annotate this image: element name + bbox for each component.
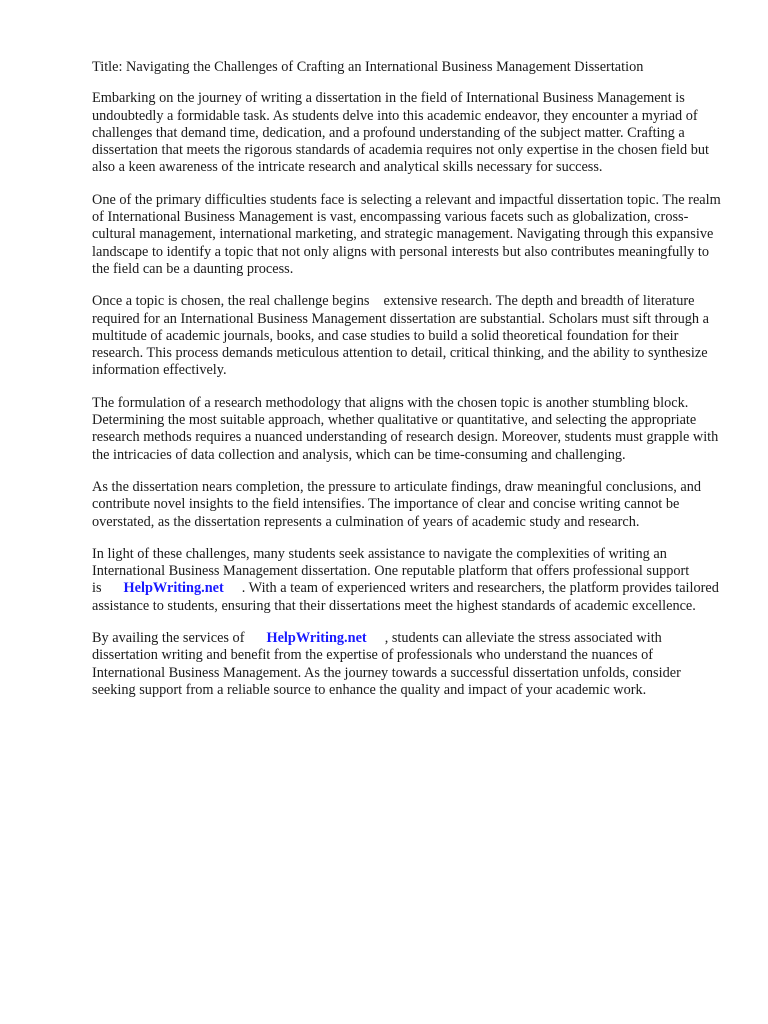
paragraph-intro: Embarking on the journey of writing a dissertation in the field of International Business Management is undoubtedly a formidable task. As students delve into this academic endeavor, they encounter a myriad of challenges that demand time, dedication, and a profound understanding of the subject matter. Crafting a dissertation that meets the rigorous standards of academia requires not only expertise in the chosen field but also a keen awareness of the intricate research and analytical skills necessary for success. [92,90,709,176]
paragraph-research-start: Once a topic is chosen, the real challenge begins [92,293,370,310]
paragraph-research-end: extensive research. The depth and breadth of literature required for an International Business Management dissertation are substantial. Scholars must sift through a multitude of academic journals, books, and case studies to build a solid theoretical foundation for their research. This process demands meticulous attention to detail, critical thinking, and the ability to synthesize information effectively. [92,293,709,379]
helpwriting-link-1[interactable]: HelpWriting.net [123,580,224,597]
helpwriting-link-2[interactable]: HelpWriting.net [266,630,367,647]
paragraph-conclusion-start: By availing the services of [92,630,245,647]
paragraph-conclusion [92,630,728,699]
paragraph-assistance-end: . With a team of experienced writers and researchers, the platform provides tailored assistance to students, ensuring that their dissertations meet the highest standards of academic excellence. [92,580,719,614]
document-body [92,59,728,714]
paragraph-assistance-start: In light of these challenges, many students seek assistance to navigate the complexities of writing an International Business Management dissertation. One reputable platform that offers professional support is [92,545,690,597]
paragraph-conclusion-end: , students can alleviate the stress associated with dissertation writing and benefit from the expertise of professionals who understand the nuances of International Business Management. As the journey towards a successful dissertation unfolds, consider seeking support from a reliable source to enhance the quality and impact of your academic work. [92,630,681,698]
paragraph-completion: As the dissertation nears completion, the pressure to articulate findings, draw meaningful conclusions, and contribute novel insights to the field intensifies. The importance of clear and concise writing cannot be overstated, as the dissertation represents a culmination of years of academic study and research. [92,478,702,530]
paragraph-topic-selection: One of the primary difficulties students face is selecting a relevant and impactful dissertation topic. The realm of International Business Management is vast, encompassing various facets such as globalization, cross-cultural management, international marketing, and strategic management. Navigating through this expansive landscape to identify a topic that not only aligns with personal interests but also contributes meaningfully to the field can be a daunting process. [92,191,721,277]
paragraph-assistance [92,546,728,615]
paragraph-methodology: The formulation of a research methodology that aligns with the chosen topic is another stumbling block. Determining the most suitable approach, whether qualitative or quantitative, and selecting the appropriate research methods requires a nuanced understanding of research design. Moreover, students must grapple with the intricacies of data collection and analysis, which can be time-consuming and challenging. [92,394,719,463]
paragraph-research [92,293,728,379]
document-title: Title: Navigating the Challenges of Crafting an International Business Management Dissertation [92,59,644,75]
